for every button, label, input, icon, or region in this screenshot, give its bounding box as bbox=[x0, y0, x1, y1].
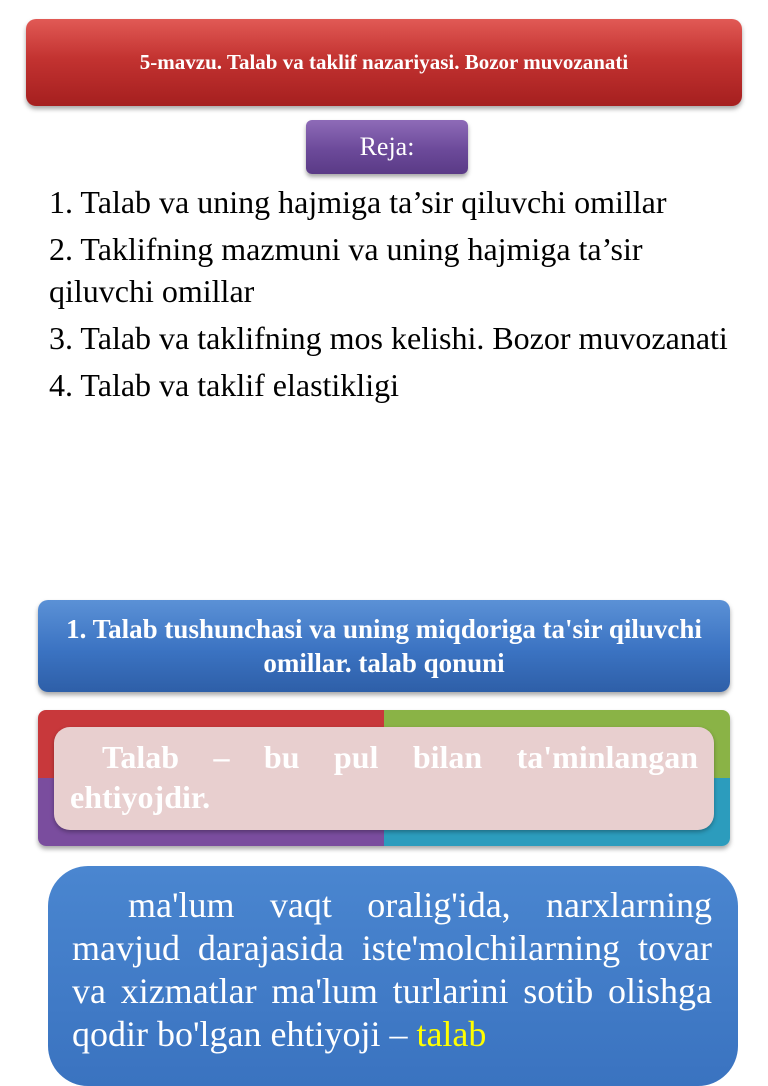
plan-item: 4. Talab va taklif elastikligi bbox=[49, 367, 399, 403]
explanation-text: ma'lum vaqt oralig'ida, narxlarning mavjud darajasida iste'molchilarning tovar va xizmatlar ma'lum turlarini sotib olishga qodir bo'lgan ehtiyoji bbox=[72, 885, 712, 1054]
definition-text: Talab – bu pul bilan ta'minlangan ehtiyojdir. bbox=[70, 739, 698, 815]
definition-box bbox=[54, 727, 714, 830]
explanation-box: ma'lum vaqt oralig'ida, narxlarning mavjud darajasida iste'molchilarning tovar va xizmatlar ma'lum turlarini sotib olishga qodir bo'lgan ehtiyoji – talab bbox=[48, 866, 738, 1086]
highlight-term: talab bbox=[416, 1014, 487, 1054]
section-heading-banner bbox=[38, 600, 730, 692]
section-heading-text: 1. Talab tushunchasi va uning miqdoriga ta'sir qiluvchi omillar. talab qonuni bbox=[66, 614, 702, 678]
plan-heading-badge bbox=[306, 120, 468, 174]
plan-item: 1. Talab va uning hajmiga ta’sir qiluvchi omillar bbox=[49, 184, 667, 220]
plan-item: 3. Talab va taklifning mos kelishi. Bozor muvozanati bbox=[49, 320, 728, 356]
title-text: 5-mavzu. Talab va taklif nazariyasi. Bozor muvozanati bbox=[139, 50, 629, 74]
plan-list bbox=[49, 181, 729, 411]
title-banner bbox=[26, 19, 742, 106]
plan-heading-text: Reja: bbox=[359, 132, 415, 161]
plan-item: 2. Taklifning mazmuni va uning hajmiga ta’sir qiluvchi omillar bbox=[49, 231, 643, 309]
